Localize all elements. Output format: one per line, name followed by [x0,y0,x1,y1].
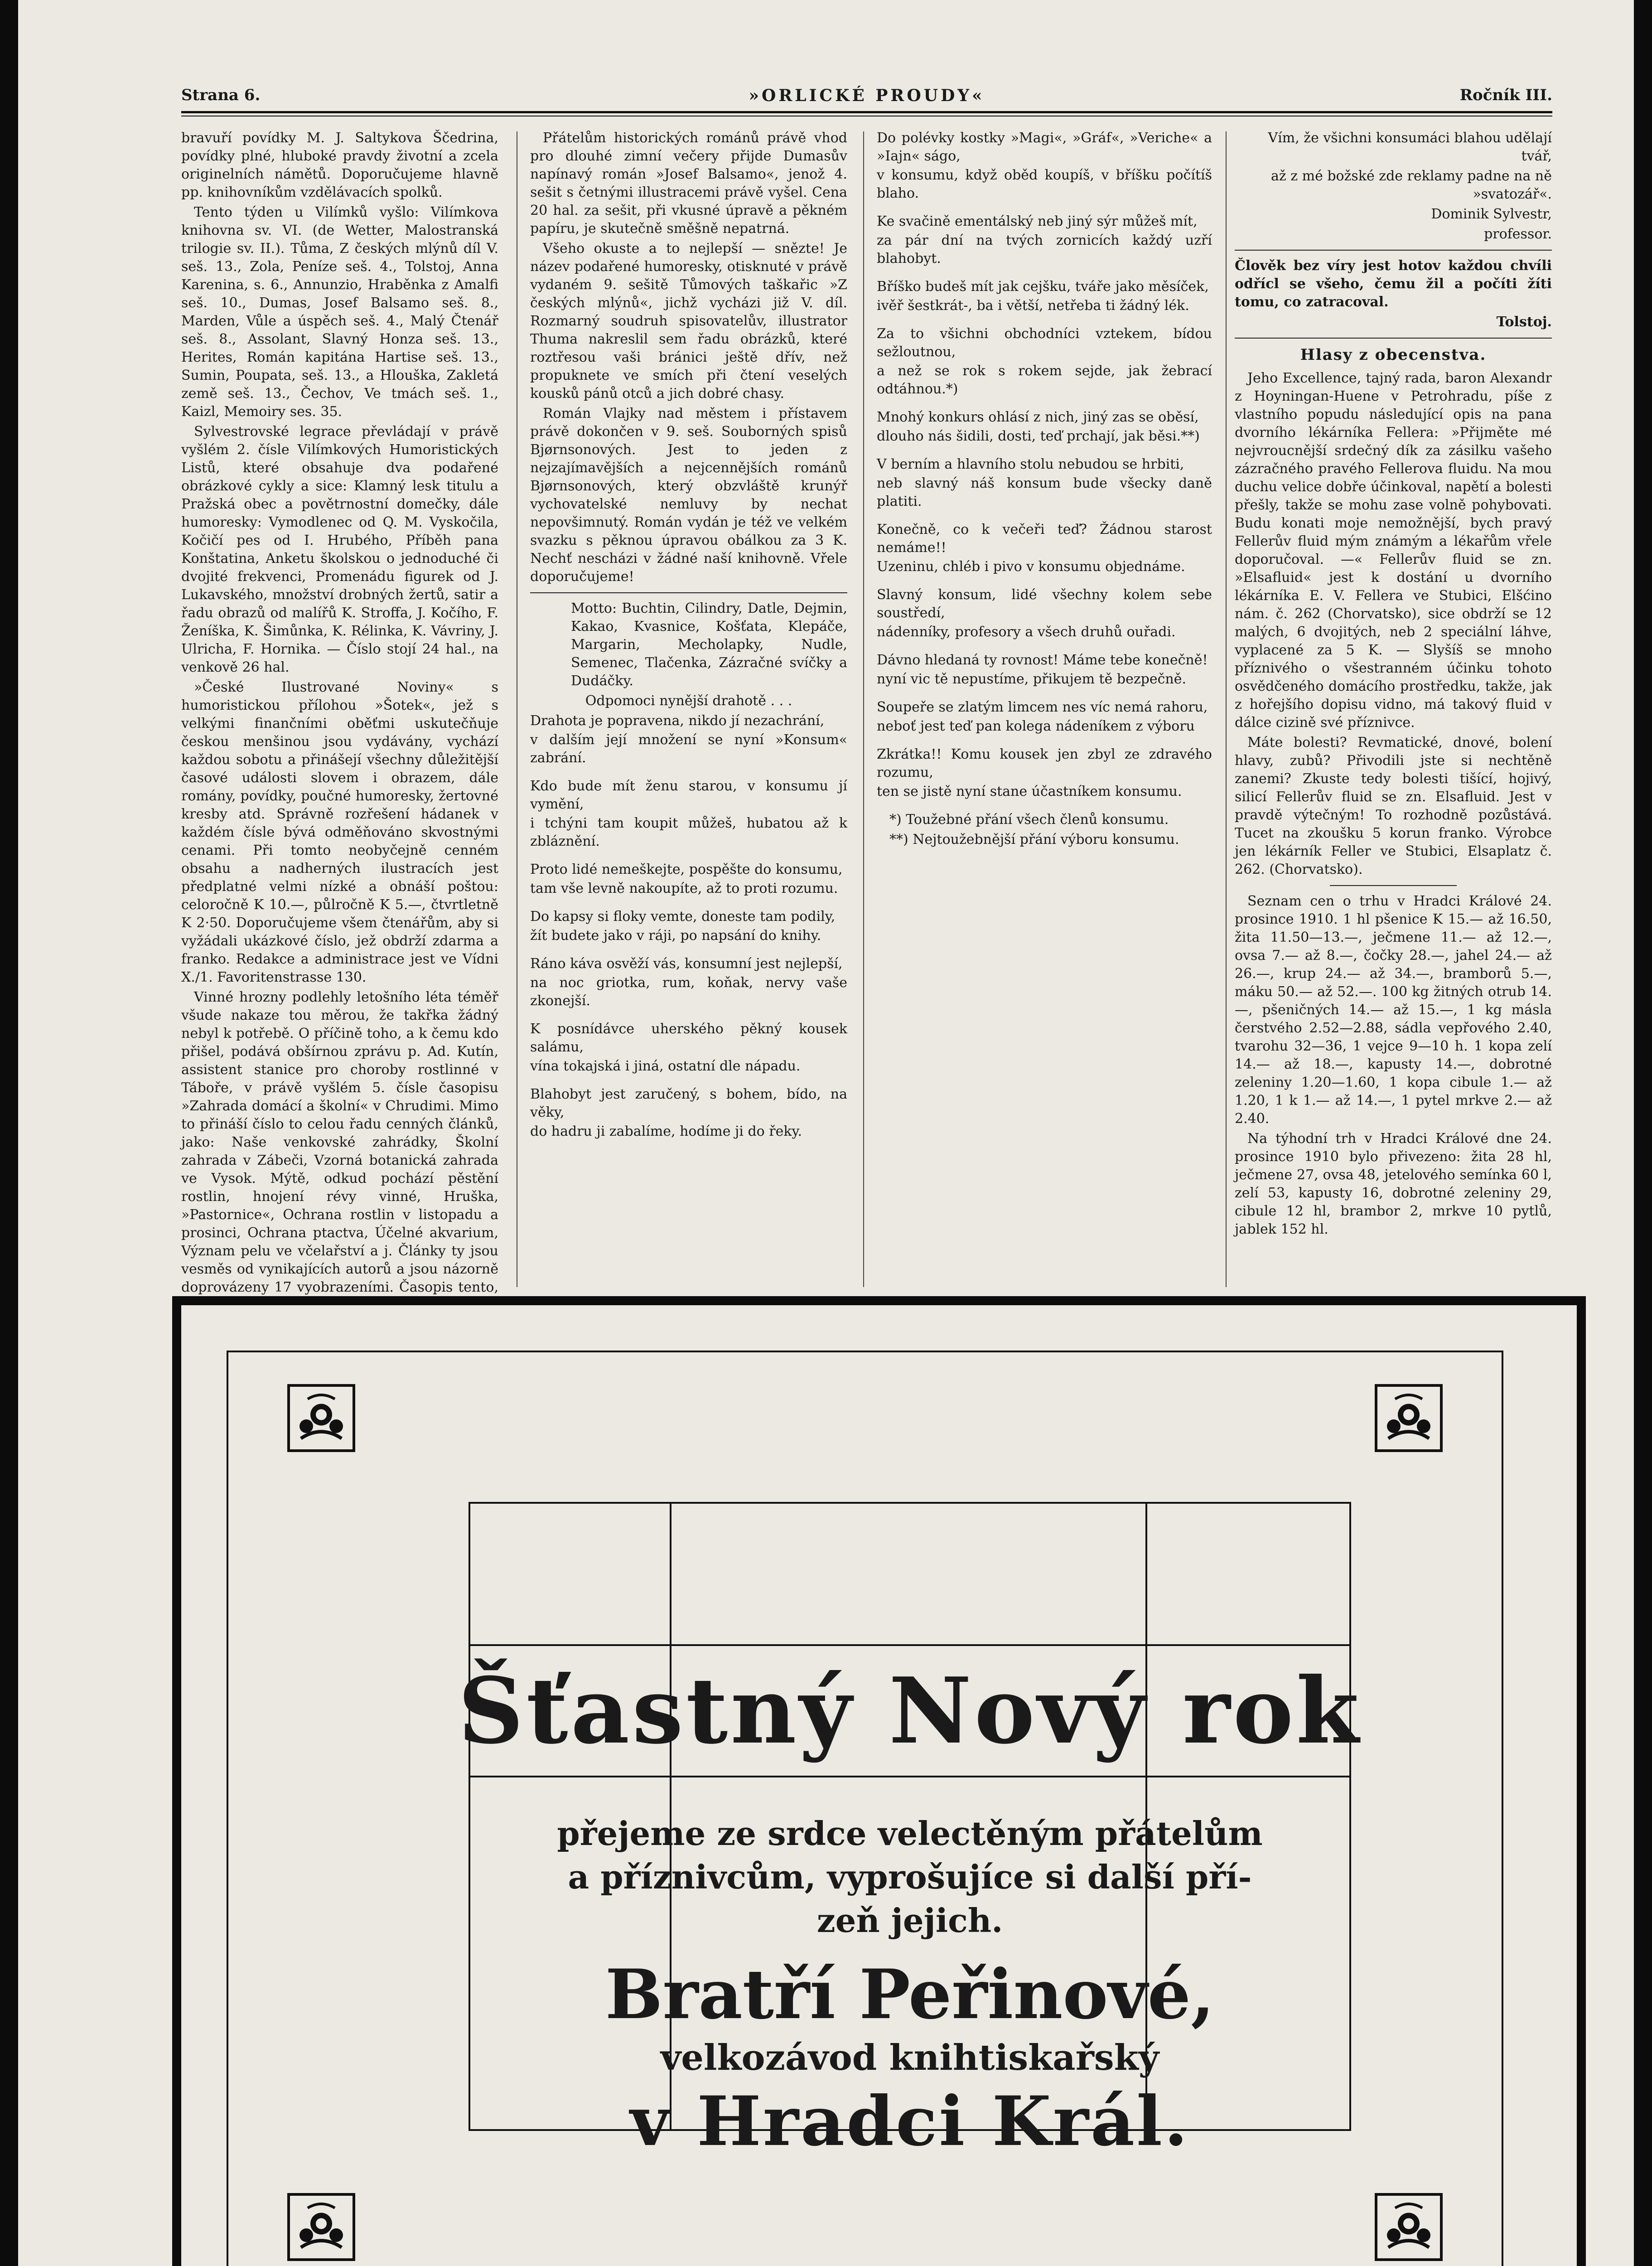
poem-verse: vína tokajská i jiná, ostatní dle nápadu. [530,1058,801,1074]
poem-verse: a než se rok s rokem sejde, jak žebrací odtáhnou.*) [877,363,1212,397]
article-paragraph: Jeho Excellence, tajný rada, baron Alexandr z Hoyningan-Huene v Petrohradu, píše z vlastního popudu následující opis na pana dvorního lékárníka Fellera: »Přijměte mé nejvroucnější srdečný dík za zásilku vašeho zázračného pravého Fellerova fluidu. Na mou duchu velice dobře účinkoval, napětí a bolesti přešly, takže se mohu zase volně pohybovati. Budu konati moje nemožnější, bych pravý Fellerův fluid mým známým a lékařům vřele doporučoval. —« Fellerův fluid se zn. »Elsafluid« jest k dostání u dvorního lékárníka E. V. Fellera ve Stubici, Elšćino nám. č. 262 (Chorvatsko), sice obdrží se 12 malých, 6 dvojitých, neb 2 speciální láhve, vyplacené za 5 K. — Slyšíš se mnoho příznivého o všestranném účinku tohoto osvědčeného domácího prostředku, takže, jak z hořejšího dopisu vidno, má takový fluid v dálce cizině své příznivce. [1235,370,1552,731]
section-rule [530,592,847,593]
column-divider [1226,131,1227,1287]
section-rule [1235,250,1552,251]
poem-verse: tam vše levně nakoupíte, až to proti rozumu. [530,881,838,896]
poem-verse: v konsumu, když oběd koupíš, v bříšku počítíš blaho. [877,167,1212,201]
section-heading: Hlasy z obecenstva. [1300,346,1487,364]
poem-verse: ten se jistě nyní stane účastníkem konsumu. [877,784,1182,799]
column-divider [863,131,864,1287]
section-rule [1235,338,1552,339]
quote-author: Tolstoj. [1496,314,1552,330]
poem-verse: Vím, že všichni konsumáci blahou udělají tvář, [1268,130,1552,164]
rose-ornament-icon [287,1384,355,1452]
poem-verse: neb slavný náš konsum bude všecky daně platiti. [877,475,1212,509]
section-rule [1330,885,1457,886]
column-4 [1235,129,1552,1289]
article-paragraph: Máte bolesti? Revmatické, dnové, bolení hlavy, zubů? Přivodili jste si nechtěně zanemi? Zkuste tedy bolesti tišící, hojivý, silicí Fellerův fluid se zn. Elsafluid. Jest v pravdě výtečným! To rozhodně pozůstává. Tucet na zkoušku 5 korun franko. Výrobce jen lékárník Feller ve Stubici, Elsaplatz č. 262. (Chorvatsko). [1235,735,1552,877]
poem-verse: Dávno hledaná ty rovnost! Máme tebe konečně! [877,652,1208,668]
advertisement-inner-frame [227,1351,1503,2266]
article-paragraph: bravuří povídky M. J. Saltykova Ščedrina, povídky plné, hluboké pravdy životní a zcela originelních námětů. Doporučujeme hlavně pp. knihovníkům vzdělávacích spolků. [181,130,498,200]
header-rule [181,111,1552,113]
ad-rule [470,1644,1349,1646]
ad-headline: Šťastný Nový rok [458,1658,1362,1764]
article-paragraph: Román Vlajky nad městem i přístavem právě dokončen v 9. seš. Souborných spisů Bjørnsonových. Jest to jeden z nejzajímavějších a nejcennějších románů Bjørnsonových, který obzvláště krunýř vychovatelské nemluvy by nechat nepovšimnutý. Román vydán je též ve velkém svazku s pěknou úpravou obálkou za 3 K. Nechť nescházi v žádné naší knihovně. Vřele doporučujeme! [530,406,847,585]
poem-verse: na noc griotka, rum, koňak, nervy vaše zkonejší. [530,975,847,1009]
poem-verse: v dalším její množení se nyní »Konsum« zabrání. [530,732,847,766]
poem-verse: i tchýni tam koupit můžeš, hubatou až k zbláznění. [530,815,847,849]
masthead-title: »ORLICKÉ PROUDY« [749,86,985,105]
poem-verse: Do kapsy si floky vemte, doneste tam podily, [530,909,836,925]
ad-text-line: zeň jejich. [816,1901,1003,1940]
market-supply: Na týhodní trh v Hradci Králové dne 24. prosince 1910 bylo přivezeno: žita 28 hl, ječmene 27, ovsa 48, jetelového semínka 60 l, zelí 53, kapusty 16, dobrotné zeleniny 29, cibule 12 hl, brambor 2, mrkve 10 pytlů, jablek 152 hl. [1235,1131,1552,1237]
poem-verse: ivěř šestkrát-, ba i větší, netřeba ti žádný lék. [877,298,1189,314]
poem-verse: nyní vic tě nepustíme, přikujem tě bezpečně. [877,671,1187,687]
volume-label: Ročník III. [1459,86,1552,104]
poem-verse: K posnídávce uherského pěkný kousek salámu, [530,1021,847,1055]
advertisement-frame [172,1296,1586,2266]
page-header [181,86,1552,113]
poem-verse: Uzeninu, chléb i pivo v konsumu objednáme. [877,559,1185,575]
poem-verse: neboť jest teď pan kolega nádeníkem z výboru [877,718,1195,734]
poem-verse: Ráno káva osvěží vás, konsumní jest nejlepší, [530,956,843,972]
rose-ornament-icon [1375,2193,1443,2261]
column-3 [877,129,1212,1289]
poem-subtitle: Odpomoci nynější drahotě . . . [585,693,792,709]
poem-verse: až z mé božské zde reklamy padne na ně »svatozář«. [1271,168,1552,202]
poem-verse: Konečně, co k večeři teď? Žádnou starost nemáme!! [877,522,1212,556]
footnote: *) Toužebné přání všech členů konsumu. [889,812,1169,828]
article-paragraph: Přátelům historických románů právě vhod pro dlouhé zimní večery přijde Dumasův napínavý román »Josef Balsamo«, jenož 4. sešit s četnými illustracemi právě vyšel. Cena 20 hal. za sešit, při vkusné úpravě a pěkném papíru, je skutečně směšně nepatrná. [530,130,847,237]
poem-verse: Blahobyt jest zaručený, s bohem, bído, na věky, [530,1086,847,1120]
rose-ornament-icon [1375,1384,1443,1452]
poem-verse: žít budete jako v ráji, po napsání do knihy. [530,928,821,944]
page-number: Strana 6. [181,86,261,104]
quote-text: Člověk bez víry jest hotov každou chvíli odřícl se všeho, čemu žil a počíti žíti tomu, co zatracoval. [1235,258,1552,310]
poem-verse: V berním a hlavního stolu nebudou se hrbiti, [877,456,1184,472]
poem-verse: za pár dní na tvých zornicích každý uzří blahobyt. [877,232,1212,266]
poem-verse: nádenníky, profesory a všech druhů ouřadi. [877,624,1176,640]
poem-motto: Motto: Buchtin, Cilindry, Datle, Dejmin, Kakao, Kvasnice, Košťata, Klepáče, Margarin, Mecholapky, Nudle, Semenec, Tlačenka, Zázračné svíčky a Dudáčky. [571,600,847,689]
rose-ornament-icon [287,2193,355,2261]
article-paragraph: Vinné hrozny podlehly letošního léta téměř všude nakaze tou měrou, že takřka žádný nebyl k potřebě. O příčině toho, a k čemu kdo přišel, podává obšírnou zprávu p. Ad. Kutín, assistent stanice pro choroby rostlinné v Táboře, v právě vyšlém 5. čísle časopisu »Zahrada domácí a školní« v Chrudimi. Mimo to přináší číslo to celou řadu cenných článků, jako: Naše venkovské zahrádky, Školní zahrada v Zábeči, Vzorná botanická zahrada ve Vysok. Mýtě, odkud pochází pěstění rostlin, hnojení révy vinné, Hruška, »Pastornice«, Ochrana rostlin v listopadu a prosinci, Ochrana ptactva, Účelné akvarium, Význam pelu ve včelařství a j. Články ty jsou vesměs od vynikajících autorů a jsou názorně doprovázeny 17 vyobrazeními. Časopis tento, [181,989,498,1295]
ad-text-line: přejeme ze srdce velectěným přátelům [557,1814,1263,1853]
poem-verse: Ke svačině ementálský neb jiný sýr můžeš mít, [877,213,1198,229]
advertisement-box [458,1502,1362,2161]
article-paragraph: Tento týden u Vilímků vyšlo: Vilímkova knihovna sv. VI. (de Wetter, Malostranská trilogie sv. II.). Tůma, Z českých mlýnů díl V. seš. 13., Zola, Peníze seš. 4., Tolstoj, Anna Karenina, s. 6., Annunzio, Hraběnka z Amalfi seš. 10., Dumas, Josef Balsamo seš. 8., Marden, Vůle a úspěch seš. 4., Malý Čtenář seš. 8., Assolant, Slavný Honza seš. 13., Herites, Román kapitána Hartise seš. 13., Sumin, Poupata, seš. 13., a Hlouška, Zakletá země seš. 13., Čechov, Ve tmách seš. 1., Kaizl, Memoiry ses. 35. [181,204,498,420]
poem-verse: do hadru ji zabalíme, hodíme ji do řeky. [530,1123,802,1139]
signature-name: Dominik Sylvestr, [1431,206,1552,222]
market-prices: Seznam cen o trhu v Hradci Králové 24. prosince 1910. 1 hl pšenice K 15.— až 16.50, žita 11.50—13.—, ječmene 11.— až 12.—, ovsa 7.— až 8.—, čočky 28.—, jahel 24.— až 26.—, krup 24.— až 34.—, bramborů 5.—, máku 50.— až 52.—. 100 kg žitných otrub 14.—, pšeničných 14.— až 15.—, 1 kg másla čerstvého 2.52—2.88, sádla vepřového 2.40, tvarohu 32—36, 1 vejce 9—10 h. 1 kopa zelí 14.— až 18.—, kapusty 14.—, dobrotné zeleniny 1.20—1.60, 1 kopa cibule 1.— až 1.20, 1 k 1.— až 14.—, 1 pytel mrkve 2.— až 2.40. [1235,893,1552,1127]
ad-city: v Hradci Král. [630,2082,1190,2161]
article-paragraph: »České Ilustrované Noviny« s humoristickou přílohou »Šotek«, jež s velkými finančními oběťmi uskutečňuje českou menšinou jsou vydávány, vychází každou sobotu a přinášejí všechny důležitější časové události slovem i obrazem, dále romány, povídky, poučné humoresky, žertovné kresby atd. Správně rozřešení hádanek v každém čísle bývá odměňováno skvostnými cenami. Při tomto neobyčejně cenném obsahu a nadherných ilustracích jest předplatné velmi nízké a obnáší poštou: celoročně K 10.—, půlročně K 5.—, čtvrtletně K 2·50. Doporučujeme všem čtenářům, aby si vyžádali ukázkové číslo, jež obdrží zdarma a franko. Redakce a administrace jest ve Vídni X./1. Favoritenstrasse 130. [181,679,498,985]
scan-border-left [0,0,18,2266]
signature-title: professor. [1484,226,1552,242]
footnote: **) Nejtoužebnější přání výboru konsumu. [889,832,1179,847]
scan-border-right [1634,0,1652,2266]
ad-firm-name: Bratří Peřinové, [605,1955,1215,2034]
poem-verse: Zkrátka!! Komu kousek jen zbyl ze zdravého rozumu, [877,746,1212,780]
poem-verse: Soupeře se zlatým limcem nes víc nemá rahoru, [877,699,1208,715]
article-paragraph: Sylvestrovské legrace převládají v právě vyšlém 2. čísle Vilímkových Humoristických Listů, které obsahuje dva podařené obrázkové cykly a sice: Klamný lesk titulu a Pražská obec a povětrnostní domečky, dále humoresky: Vymodlenec od Q. M. Vyskočila, Kočičí pes od I. Hrubého, Příběh pana Konštatina, Anketu školskou o jednoduché či dvojité frekvenci, Promenádu figurek od J. Lukavského, množství drobných žertů, satir a řadu obrazů od malířů K. Stroffa, J. Kočího, F. Ženíška, K. Šimůnka, K. Rélinka, K. Vávriny, J. Ulricha, F. Hornika. — Číslo stojí 24 hal., na venkově 26 hal. [181,424,498,675]
poem-verses [530,712,847,1141]
column-1 [181,129,498,1295]
ad-body [470,1812,1349,2160]
poem-verse: Kdo bude mít ženu starou, v konsumu jí vymění, [530,778,847,812]
poem-verse: Bříško budeš mít jak cejšku, tváře jako měsíček, [877,279,1209,295]
poem-verse: Do polévky kostky »Magi«, »Gráf«, »Veriche« a »Iajn« ságo, [877,130,1212,164]
poem-verses [877,129,1212,801]
poem-verse: Mnohý konkurs ohlásí z nich, jiný zas se oběsí, [877,409,1199,425]
column-2 [530,129,847,1289]
poem-verse: Za to všichni obchodníci vztekem, bídou sežloutnou, [877,326,1212,360]
poem-verse: Proto lidé nemeškejte, pospěšte do konsumu, [530,862,843,877]
poem-verse: Slavný konsum, lidé všechny kolem sebe soustředí, [877,587,1212,621]
poem-verse: dlouho nás šidili, dosti, teď prchají, jak běsi.**) [877,428,1200,444]
ad-rule [470,1776,1349,1777]
ad-text-line: a příznivcům, vyprošujíce si další pří- [568,1858,1252,1896]
ad-firm-description: velkozávod knihtiskařský [660,2037,1159,2078]
poem-verse: Drahota je popravena, nikdo jí nezachrání, [530,713,825,729]
article-paragraph: Všeho okuste a to nejlepší — snězte! Je název podařené humoresky, otisknuté v právě vydaném 9. sešitě Tůmových taškařic »Z českých mlýnů«, jichž vycházi již V. díl. Rozmarný soudruh spisovatelův, illustrator Thuma nakreslil sem řadu obrázků, které roztřesou vaši bránici ještě dřív, než propuknete ve smích při čtení veselých kousků pánů otců a jich dobré chasy. [530,241,847,402]
